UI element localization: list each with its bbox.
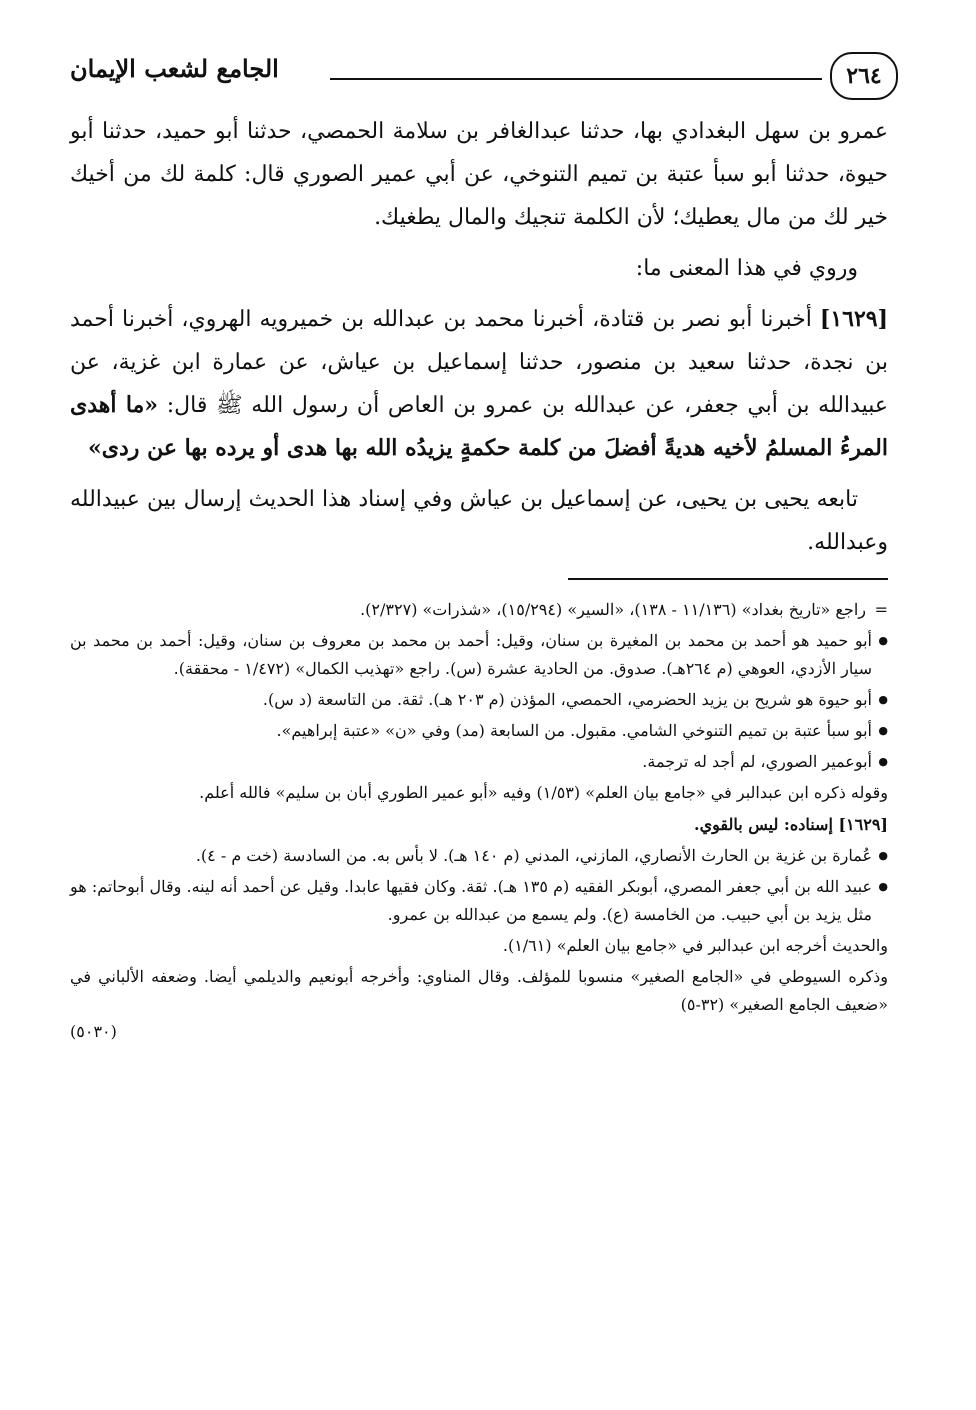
footnote-isnad-1629: [١٦٢٩] إسناده: ليس بالقوي.	[694, 815, 888, 834]
footnote-continuation: = راجع «تاريخ بغداد» (١١/١٣٦ - ١٣٨)، «السير» (١٥/٢٩٤)، «شذرات» (٢/٣٢٧).	[70, 596, 888, 624]
footnote-ibn-abdulbarr: وقوله ذكره ابن عبدالبر في «جامع بيان العلم» (١/٥٣) وفيه «أبو عمير الطوري أبان بن سليم» فالله أعلم.	[199, 783, 888, 802]
main-text	[70, 110, 888, 564]
document-page	[70, 48, 888, 1370]
footnotes	[70, 596, 888, 1046]
hadith-number: [١٦٢٩]	[819, 306, 888, 332]
footnote-reference-number: (٥٠٣٠)	[70, 1022, 117, 1041]
running-title: الجامع لشعب الإيمان	[70, 54, 279, 83]
footnote-abu-humaid: ● أبو حميد هو أحمد بن محمد بن المغيرة بن سنان، وقيل: أحمد بن محمد بن معروف بن سنان، وقيل: أحمد بن محمد بن سيار الأزدي، العوهي (م ٢٦٤هـ). صدوق. من الحادية عشرة (س). راجع «تهذيب الكمال» (١/٤٧٢ - محققة).	[70, 627, 888, 683]
hadith-chain: أخبرنا أبو نصر بن قتادة، أخبرنا محمد بن عبدالله بن خميرويه الهروي، أخبرنا أحمد بن نجدة، حدثنا سعيد بن منصور، حدثنا إسماعيل بن عياش، عن عمارة ابن غزية، عن عبيدالله بن أبي جعفر، عن عبدالله بن عمرو بن العاص أن رسول الله ﷺ قال:	[70, 307, 888, 418]
paragraph-2: وروي في هذا المعنى ما:	[635, 256, 858, 281]
footnote-abu-umair: ● أبوعمير الصوري، لم أجد له ترجمة.	[70, 748, 888, 776]
footnote-abu-haywa: ● أبو حيوة هو شريح بن يزيد الحضرمي، الحمصي، المؤذن (م ٢٠٣ هـ). ثقة. من التاسعة (د س).	[70, 686, 888, 714]
footnote-umara: ● عُمارة بن غزية بن الحارث الأنصاري، المازني، المدني (م ١٤٠ هـ). لا بأس به. من السادسة (خت م - ٤).	[70, 842, 888, 870]
paragraph-1: عمرو بن سهل البغدادي بها، حدثنا عبدالغافر بن سلامة الحمصي، حدثنا أبو حميد، حدثنا أبو حيوة، حدثنا أبو سبأ عتبة بن تميم التنوخي، عن أبي عمير الصوري قال: كلمة لك من أخيك خير لك من مال يعطيك؛ لأن الكلمة تنجيك والمال يطغيك.	[70, 119, 888, 230]
paragraph-4: تابعه يحيى بن يحيى، عن إسماعيل بن عياش وفي إسناد هذا الحديث إرسال بين عبيدالله وعبدالله.	[70, 487, 888, 555]
footnote-takhrij: والحديث أخرجه ابن عبدالبر في «جامع بيان العلم» (١/٦١).	[502, 936, 888, 955]
footnote-suyuti: وذكره السيوطي في «الجامع الصغير» منسوبا للمؤلف. وقال المناوي: وأخرجه أبونعيم والديلمي أيضا. وضعفه الألباني في «ضعيف الجامع الصغير» (٣٢-٥)	[70, 967, 889, 1014]
header-rule	[330, 78, 822, 80]
paragraph-hadith	[70, 298, 888, 470]
footnote-ubaidullah: ● عبيد الله بن أبي جعفر المصري، أبوبكر الفقيه (م ١٣٥ هـ). ثقة. وكان فقيها عابدا. وقيل عن أحمد أنه لينه. وقال أبوحاتم: هو مثل يزيد بن أبي حبيب. من الخامسة (ع). ولم يسمع من عبدالله بن عمرو.	[70, 873, 888, 929]
footnote-divider	[568, 578, 888, 580]
page-number: ٢٦٤	[830, 52, 898, 100]
page-header	[70, 48, 888, 110]
footnote-abu-saba: ● أبو سبأ عتبة بن تميم التنوخي الشامي. مقبول. من السابعة (مد) وفي «ن» «عتبة إبراهيم».	[70, 717, 888, 745]
hadith-text: «ما أهدى المرءُ المسلمُ لأخيه هديةً أفضلَ من كلمة حكمةٍ يزيدُه الله بها هدى أو يرده بها عن ردى»	[70, 392, 888, 461]
